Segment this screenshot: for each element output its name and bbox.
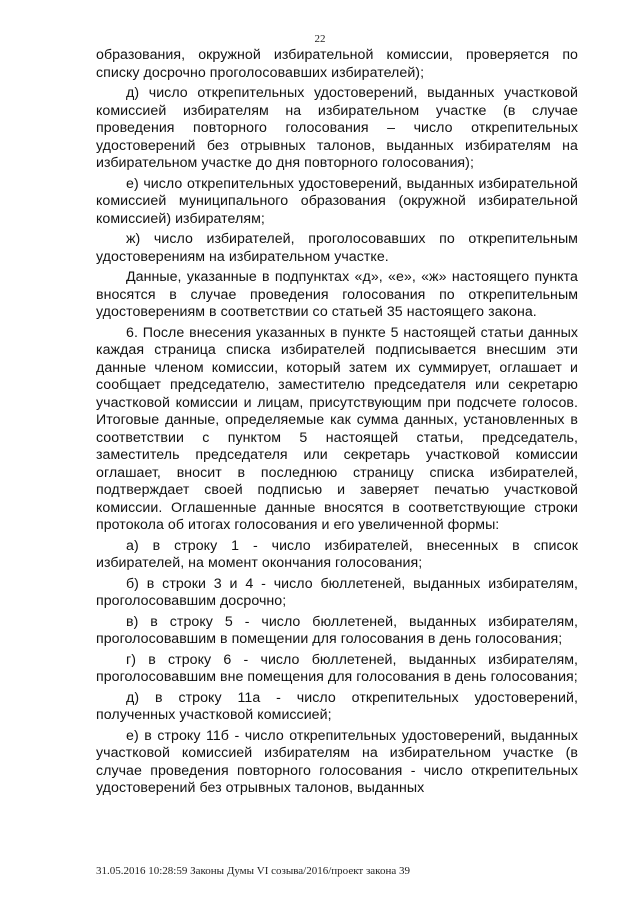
paragraph: Данные, указанные в подпунктах «д», «е», «ж» настоящего пункта вносятся в случае проведения голосования по открепительным удостоверениям в соответствии со статьей 35 настоящего закона.: [96, 269, 578, 320]
document-footer: 31.05.2016 10:28:59 Законы Думы VI созыва/2016/проект закона 39: [96, 865, 410, 877]
paragraph: е) число открепительных удостоверений, выданных избирательной комиссией муниципального образования (окружной избирательной комиссией) избирателям;: [96, 175, 578, 227]
paragraph: г) в строку 6 - число бюллетеней, выданных избирателям, проголосовавшим вне помещения для голосования в день голосования;: [96, 651, 578, 685]
paragraph: ж) число избирателей, проголосовавших по открепительным удостоверениям на избирательном участке.: [96, 231, 578, 265]
paragraph: д) число открепительных удостоверений, выданных участковой комиссией избирателям на избирательном участке (в случае проведения повторного голосования – число открепительных удостоверений без отрывных талонов, выданных избирателям на избирательном участке до дня повторного голосования);: [96, 85, 578, 171]
paragraph: в) в строку 5 - число бюллетеней, выданных избирателям, проголосовавшим в помещении для голосования в день голосования;: [96, 613, 578, 647]
paragraph: б) в строки 3 и 4 - число бюллетеней, выданных избирателям, проголосовавшим досрочно;: [96, 575, 578, 609]
paragraph: е) в строку 11б - число открепительных удостоверений, выданных участковой комиссией избирателям на избирательном участке (в случае проведения повторного голосования - число открепительных удостоверений без отрывных талонов, выданных: [96, 727, 578, 796]
paragraph: образования, окружной избирательной комиссии, проверяется по списку досрочно проголосовавших избирателей);: [96, 47, 578, 81]
paragraph: а) в строку 1 - число избирателей, внесенных в список избирателей, на момент окончания голосования;: [96, 537, 578, 571]
document-body: [96, 47, 578, 801]
page-number: 22: [314, 33, 326, 45]
paragraph: 6. После внесения указанных в пункте 5 настоящей статьи данных каждая страница списка избирателей подписывается внесшим эти данные членом комиссии, который затем их суммирует, оглашает и сообщает председателю, заместителю председателя или секретарю участковой комиссии и лицам, присутствующим при подсчете голосов. Итоговые данные, определяемые как сумма данных, установленных в соответствии с пунктом 5 настоящей статьи, председатель, заместитель председателя или секретарь участковой комиссии оглашает, вносит в последнюю страницу списка избирателей, подтверждает своей подписью и заверяет печатью участковой комиссии. Оглашенные данные вносятся в соответствующие строки протокола об итогах голосования и его увеличенной формы:: [96, 324, 578, 533]
paragraph: д) в строку 11а - число открепительных удостоверений, полученных участковой комиссией;: [96, 689, 578, 723]
